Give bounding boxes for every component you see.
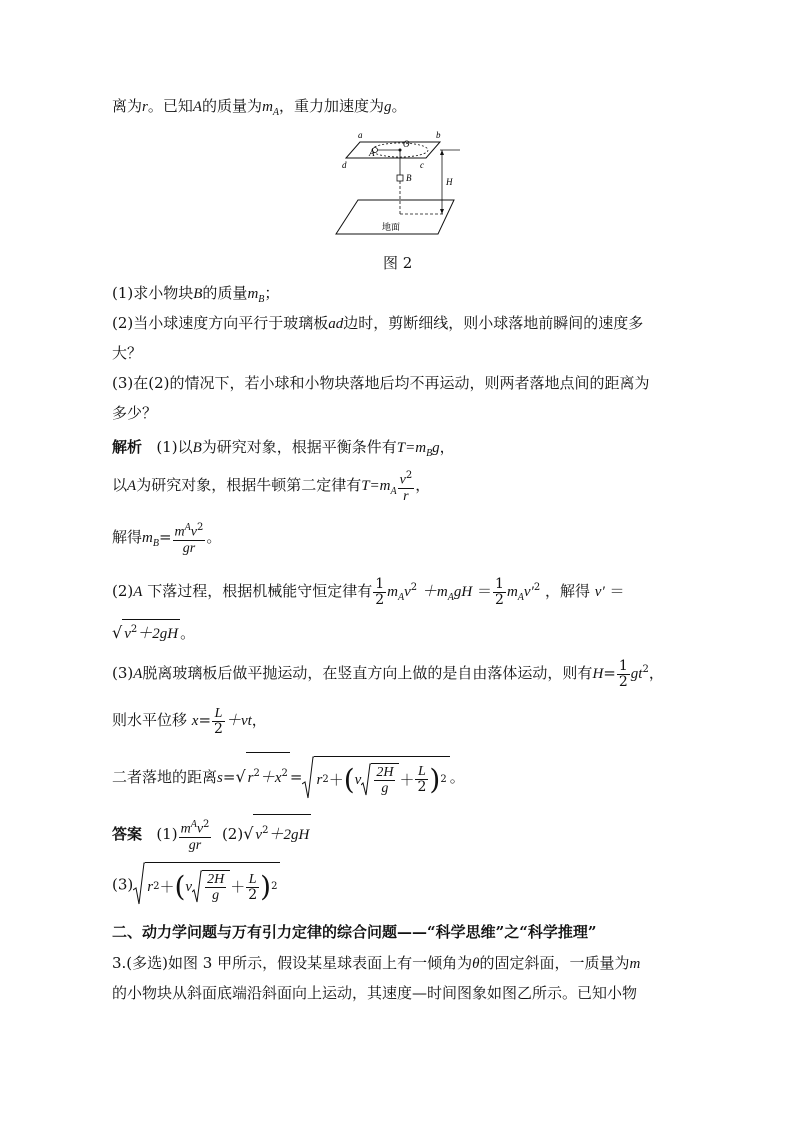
text: 的质量为 xyxy=(202,97,263,115)
solution-line-2: 以A为研究对象，根据牛顿第二定律有$T=m_A$ $\frac{v^2}{r}$ ， xyxy=(112,470,431,504)
text: 。已知 xyxy=(147,97,193,115)
block-B xyxy=(397,175,403,181)
section-heading: 二、动力学问题与万有引力定律的综合问题——“科学思维”之“科学推理” xyxy=(112,923,597,941)
label-ground: 地面 xyxy=(382,223,401,233)
problem-3-line-2: 的小物块从斜面底端沿斜面向上运动，其速度—时间图象如图乙所示。已知小物 xyxy=(112,984,638,1002)
question-3-cont: 多少？ xyxy=(112,404,158,422)
intro-line xyxy=(112,96,407,123)
label-A: A xyxy=(369,148,375,158)
question-1: (1)求小物块B的质量$m_B$； xyxy=(112,284,280,305)
answer-line-1: 答案 (1) $\frac{m^Av^2}{gr}$ (2)√ $v^2+2gH$ xyxy=(112,814,311,853)
label-c: c xyxy=(420,160,424,170)
solution-label: 解析 xyxy=(112,438,143,456)
answer-line-2: (3) r 2 ＋ ( v $\frac{2H}{g}$ ＋ $\frac{L}{2}$ ) 2 xyxy=(112,862,280,909)
solution-line-6: (3)A脱离玻璃板后做平抛运动，在竖直方向上做的是自由落体运动，则有H= $\frac{1}{2}$ $gt^2$， xyxy=(112,657,664,690)
var: r xyxy=(142,99,148,115)
figure-diagram xyxy=(330,128,470,243)
solution-line-4: (2)A 下落过程，根据机械能守恒定律有 $\frac{1}{2}$ $m_Av^2 +m_AgH$ ＝ $\frac{1}{2}$ $m_Av'^2$ ，解得 v′ ＝ xyxy=(112,575,625,608)
label-B: B xyxy=(406,173,412,183)
problem-3-line-1: 3.(多选)如图 3 甲所示，假设某星球表面上有一倾角为θ的固定斜面，一质量为m xyxy=(112,954,641,972)
text: ，重力加速度为 xyxy=(279,97,385,115)
subscript: A xyxy=(272,107,280,118)
var: A xyxy=(192,99,203,115)
solution-line-8: 二者落地的距离s=√ $r^2+x^2$ = r 2 ＋ ( v $\frac{2H}{g}$ ＋ $\frac{L}{2}$ ) 2 。 xyxy=(112,752,465,801)
solution-line-7: 则水平位移 x= $\frac{L}{2}$ ＋vt， xyxy=(112,705,267,737)
question-2: (2)当小球速度方向平行于玻璃板ad边时，剪断细线，则小球落地前瞬间的速度多 xyxy=(112,314,644,332)
label-O: O xyxy=(403,139,410,149)
answer-label: 答案 xyxy=(112,825,143,843)
solution-line-1: 解析 (1)以B为研究对象，根据平衡条件有$T=m_Bg$， xyxy=(112,438,455,459)
solution-line-3: 解得$m_B=$ $\frac{m^Av^2}{gr}$ 。 xyxy=(112,522,222,556)
label-b: b xyxy=(436,130,441,140)
label-a: a xyxy=(358,130,363,140)
var: m xyxy=(262,99,273,115)
question-2-cont: 大？ xyxy=(112,344,143,362)
var: g xyxy=(384,99,392,115)
label-H: H xyxy=(446,177,453,187)
label-d: d xyxy=(342,160,347,170)
question-3: (3)在(2)的情况下，若小球和小物块落地后均不再运动，则两者落地点间的距离为 xyxy=(112,374,650,392)
figure-caption: 图 2 xyxy=(383,254,413,272)
text: 。 xyxy=(391,97,407,115)
text: 离为 xyxy=(112,97,143,115)
solution-line-5: √ $v^2+2gH$ 。 xyxy=(112,619,195,644)
